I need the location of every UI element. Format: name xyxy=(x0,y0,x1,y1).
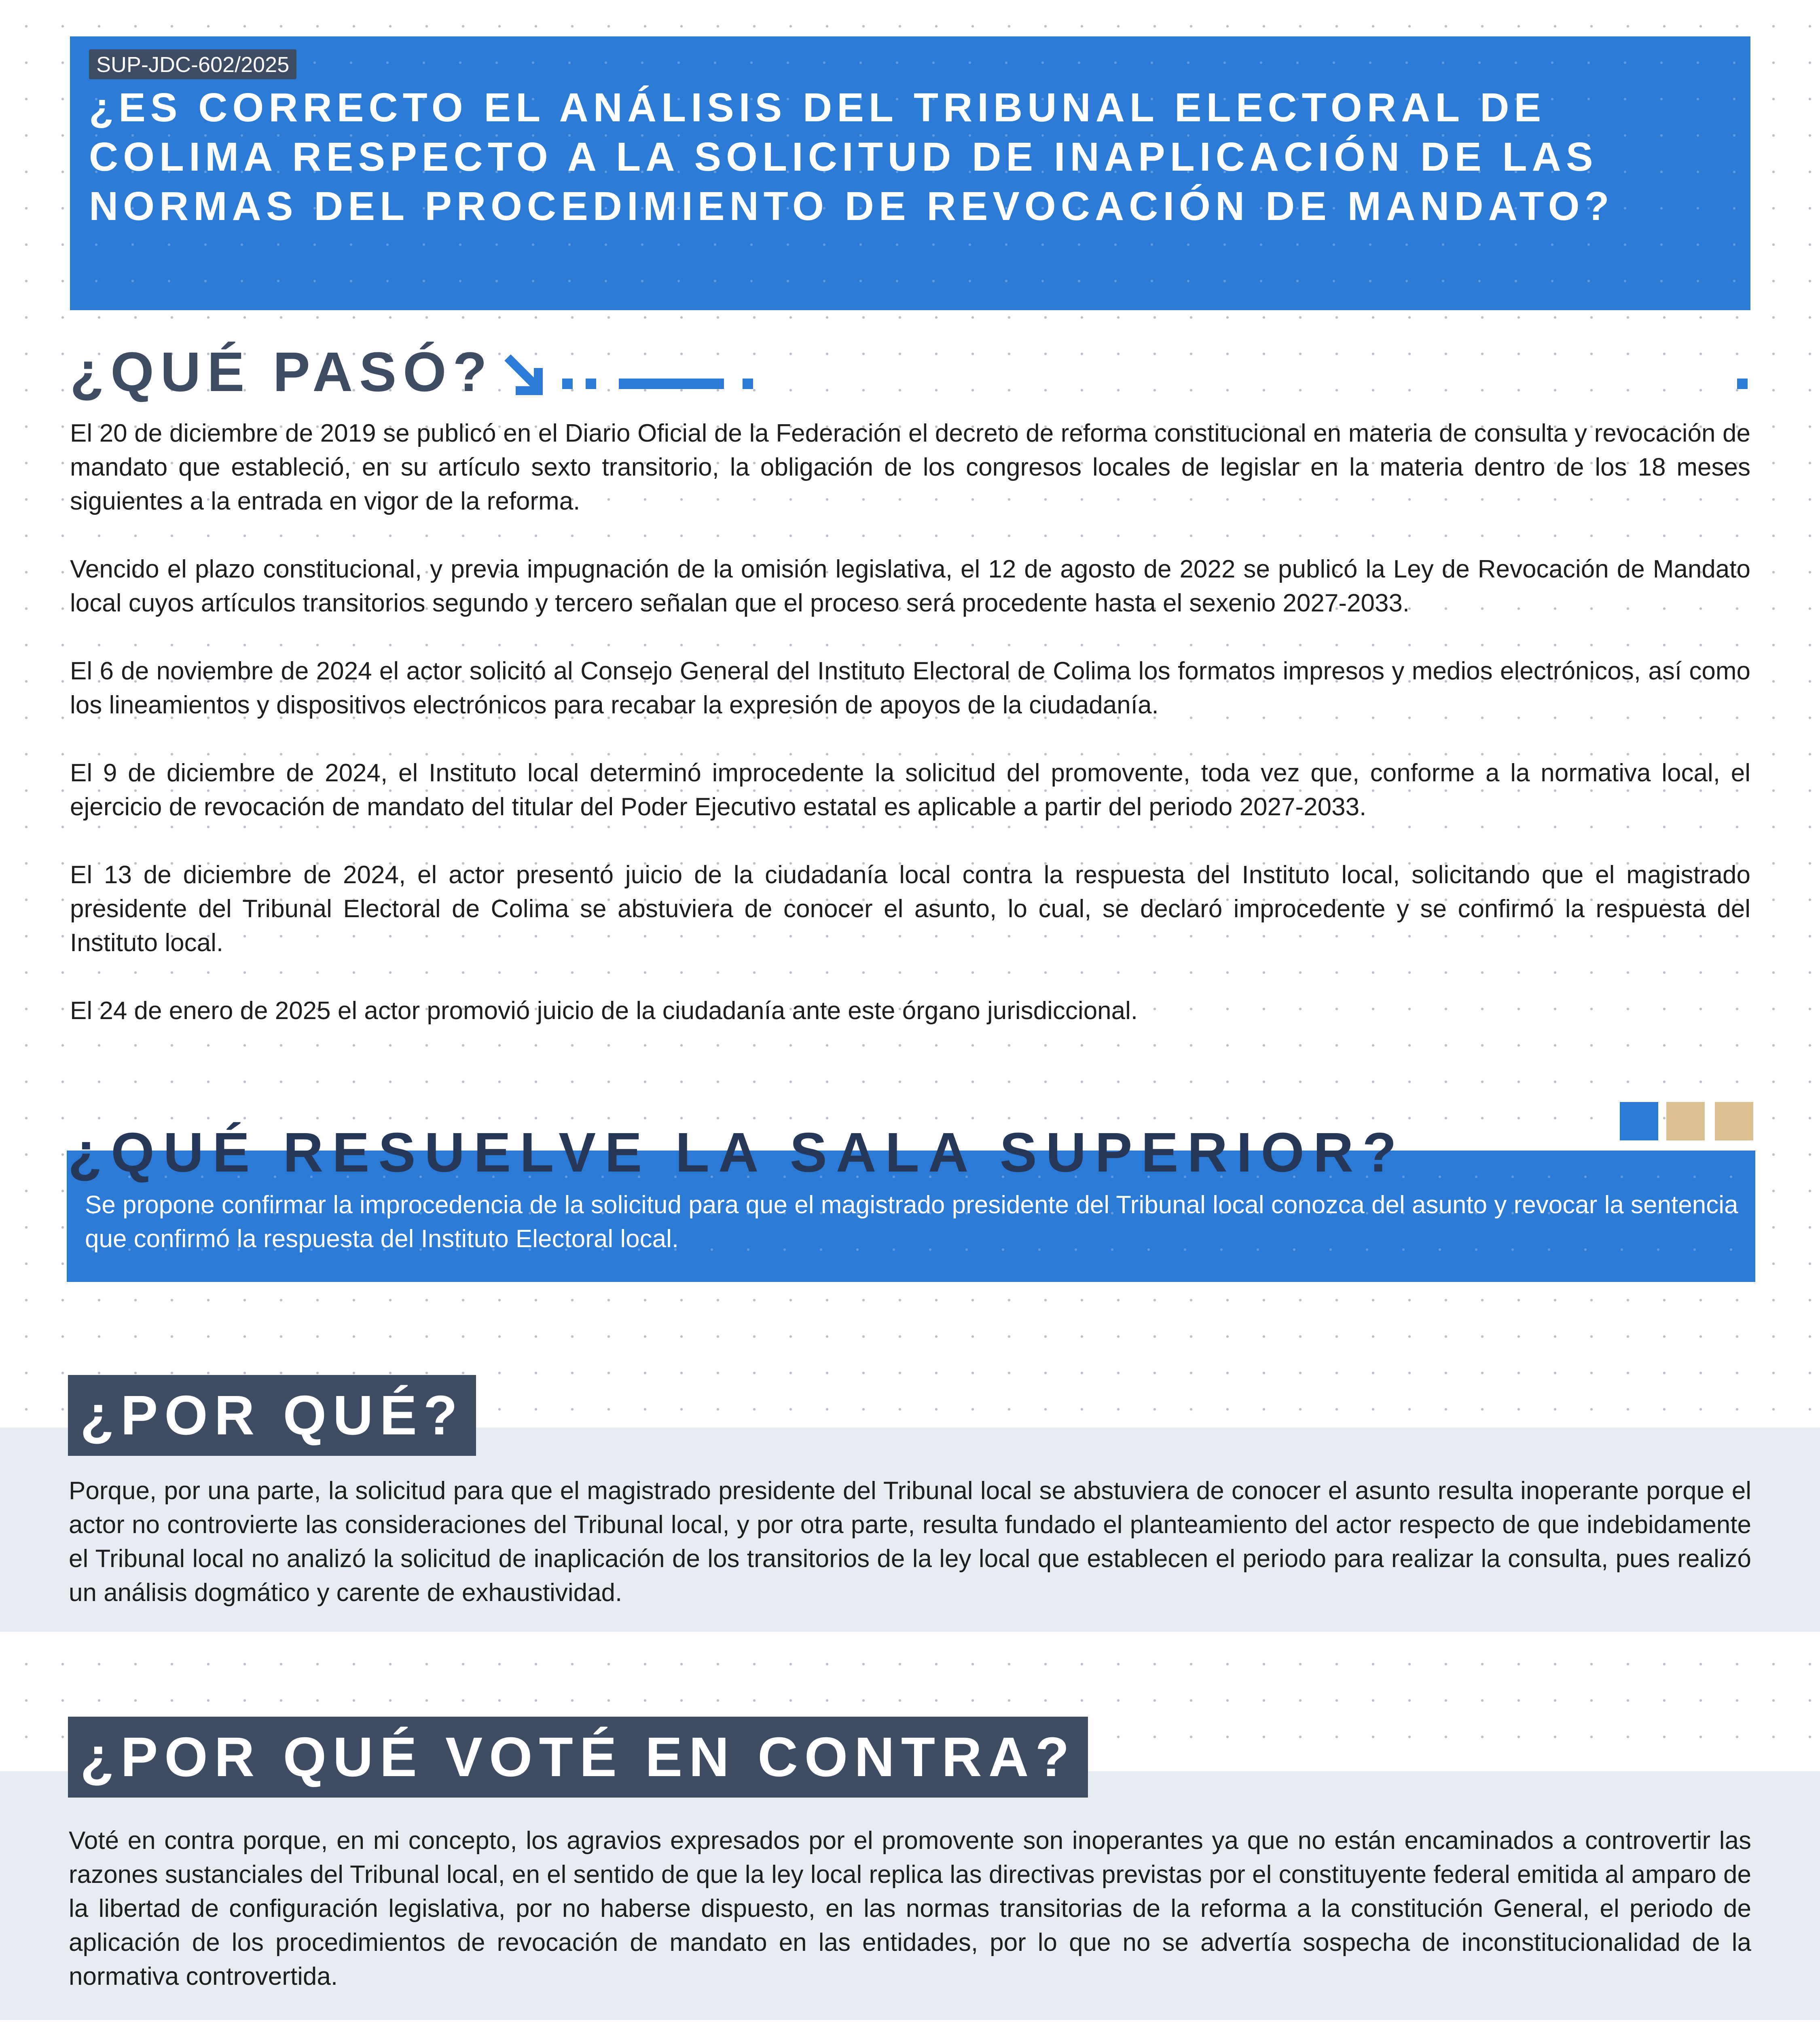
paragraph: El 9 de diciembre de 2024, el Instituto local determinó improcedente la solicitud del promovente, toda vez que, conforme a la normativa local, el ejercicio de revocación de mandato del titular del Poder Ejecutivo estatal es aplicable a partir del periodo 2027-2033. xyxy=(70,759,1750,821)
que-paso-section xyxy=(70,417,1750,1062)
header-banner xyxy=(70,36,1750,310)
decor-square-tan xyxy=(1666,1102,1705,1140)
por-que-heading: ¿POR QUÉ? xyxy=(68,1375,476,1456)
resuelve-text: Se propone confirmar la improcedencia de la solicitud para que el magistrado presidente del Tribunal local conozca del asunto y revocar la sentencia que confirmó la respuesta del Instituto Electoral local. xyxy=(85,1191,1738,1253)
por-que-text: Porque, por una parte, la solicitud para que el magistrado presidente del Tribunal local se abstuviera de conocer el asunto resulta inoperante porque el actor no controvierte las consideraciones del Tribunal local, y por otra parte, resulta fundado el planteamiento del actor respecto de que indebidamente el Tribunal local no analizó la solicitud de inaplicación de los transitorios de la ley local que establecen el periodo para realizar la consulta, pues realizó un análisis dogmático y carente de exhaustividad. xyxy=(69,1477,1751,1607)
resuelve-heading: ¿QUÉ RESUELVE LA SALA SUPERIOR? xyxy=(68,1121,1405,1184)
paragraph: El 13 de diciembre de 2024, el actor presentó juicio de la ciudadanía local contra la respuesta del Instituto local, solicitando que el magistrado presidente del Tribunal Electoral de Colima se abstuviera de conocer el asunto, lo cual, se declaró improcedente y se confirmó la respuesta del Instituto local. xyxy=(70,861,1750,957)
page-title: ¿ES CORRECTO EL ANÁLISIS DEL TRIBUNAL ELECTORAL DE COLIMA RESPECTO A LA SOLICITUD DE INAPLICACIÓN DE LAS NORMAS DEL PROCEDIMIENTO DE REVOCACIÓN DE MANDATO? xyxy=(89,85,1614,229)
paragraph: Vencido el plazo constitucional, y previa impugnación de la omisión legislativa, el 12 de agosto de 2022 se publicó la Ley de Revocación de Mandato local cuyos artículos transitorios segundo y tercero señalan que el proceso será procedente hasta el sexenio 2027-2033. xyxy=(70,555,1750,617)
voto-text: Voté en contra porque, en mi concepto, los agravios expresados por el promovente son inoperantes ya que no están encaminados a controvertir las razones sustanciales del Tribunal local, en el sentido de que la ley local replica las directivas previstas por el constituyente federal emitida al amparo de la libertad de configuración legislativa, por no haberse dispuesto, en las normas transitorias de la reforma a la constitución General, el periodo de aplicación de los procedimientos de revocación de mandato en las entidades, por lo que no se advertía sospecha de inconstitucionalidad de la normativa controvertida. xyxy=(69,1827,1751,1990)
decor-square-blue xyxy=(1620,1102,1658,1140)
decor-dot xyxy=(1737,379,1748,389)
case-number-badge: SUP-JDC-602/2025 xyxy=(89,49,296,79)
que-paso-heading: ¿QUÉ PASÓ? xyxy=(70,341,493,403)
decor-dot xyxy=(586,379,596,389)
voto-heading: ¿POR QUÉ VOTÉ EN CONTRA? xyxy=(68,1717,1088,1798)
paragraph: El 6 de noviembre de 2024 el actor solicitó al Consejo General del Instituto Electoral de Colima los formatos impresos y medios electrónicos, así como los lineamientos y dispositivos electrónicos para recabar la expresión de apoyos de la ciudadanía. xyxy=(70,657,1750,719)
arrow-down-right-icon xyxy=(499,352,544,396)
decor-square-tan xyxy=(1715,1102,1753,1140)
decor-dot xyxy=(562,379,573,389)
paragraph: El 24 de enero de 2025 el actor promovió juicio de la ciudadanía ante este órgano jurisdiccional. xyxy=(70,997,1138,1025)
paragraph: El 20 de diciembre de 2019 se publicó en el Diario Oficial de la Federación el decreto de reforma constitucional en materia de consulta y revocación de mandato que estableció, en su artículo sexto transitorio, la obligación de los congresos locales de legislar en la materia dentro de los 18 meses siguientes a la entrada en vigor de la reforma. xyxy=(70,419,1750,515)
decor-dot xyxy=(743,379,753,389)
decor-bar xyxy=(619,379,724,389)
